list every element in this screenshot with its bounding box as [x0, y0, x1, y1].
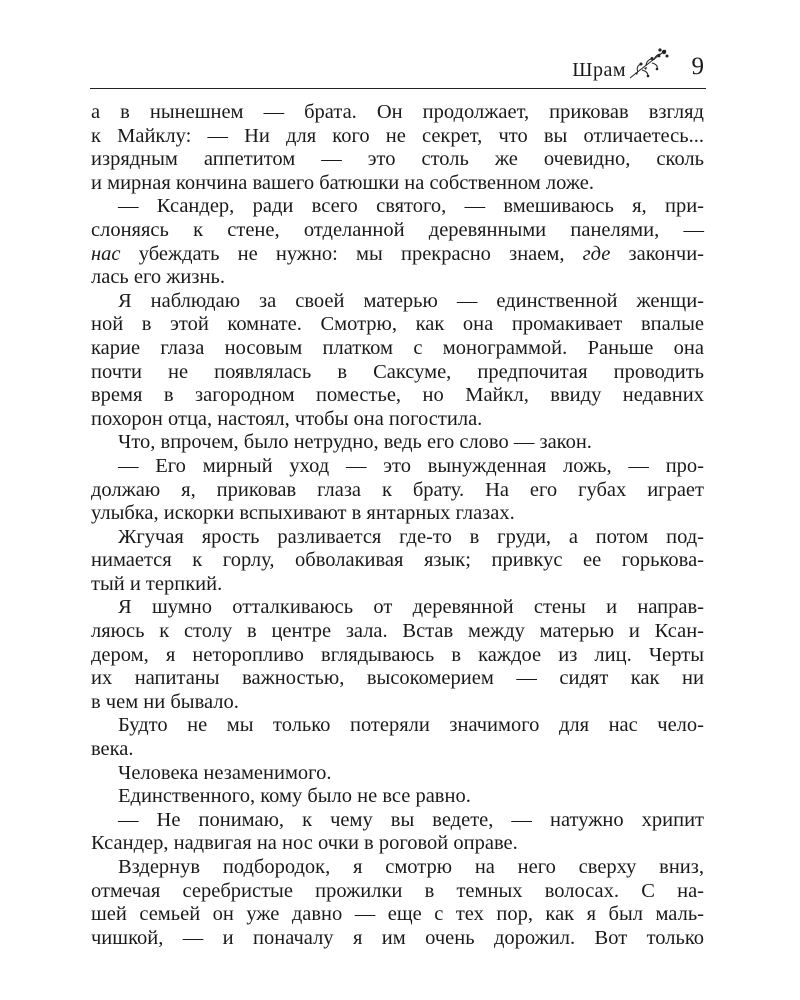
text-line: отмечая серебристые прожилки в темных волосах. С на- — [91, 879, 704, 902]
text-line: дером, я неторопливо вглядываюсь в каждое из лиц. Черты — [91, 643, 704, 666]
text-line: улыбка, искорки вспыхивают в янтарных глазах. — [91, 502, 515, 525]
page-number: 9 — [691, 53, 704, 80]
text-line: — Ксандер, ради всего святого, — вмешиваюсь я, при- — [118, 195, 704, 218]
text-line: — Его мирный уход — это вынужденная ложь, — про- — [118, 454, 704, 477]
text-line: и мирная кончина вашего батюшки на собственном ложе. — [91, 171, 594, 194]
text-line: Ксандер, надвигая на нос очки в роговой оправе. — [91, 832, 518, 855]
italic-word: где — [582, 242, 611, 265]
text-line: слоняясь к стене, отделанной деревянными панелями, — — [91, 218, 704, 241]
text-line: Вздернув подбородок, я смотрю на него сверху вниз, — [118, 856, 704, 878]
text-line: чишкой, — и поначалу я им очень дорожил. Вот только — [91, 926, 704, 949]
running-title: Шрам — [572, 59, 626, 81]
text-span: закончи- — [610, 242, 704, 265]
text-line: в чем ни бывало. — [91, 690, 239, 713]
text-line: Что, впрочем, было нетрудно, ведь его слово — закон. — [118, 431, 592, 454]
text-line: — Не понимаю, к чему вы ведете, — натужно хрипит — [118, 808, 704, 831]
text-line: тый и терпкий. — [91, 572, 223, 595]
text-line: почти не появлялась в Саксуме, предпочитая проводить — [91, 360, 704, 383]
text-line: Я шумно отталкиваюсь от деревянной стены и направ- — [118, 596, 704, 619]
page-header — [90, 46, 706, 89]
text-line: Единственного, кому было не все равно. — [118, 785, 471, 808]
italic-word: нас — [91, 242, 121, 265]
text-line: карие глаза носовым платком с монограммой. Раньше она — [91, 336, 704, 359]
text-line: ляюсь к столу в центре зала. Встав между матерью и Ксан- — [91, 620, 704, 643]
text-line: должаю я, приковав глаза к брату. На его губах играет — [91, 478, 704, 501]
body-text — [91, 101, 704, 950]
text-line: шей семьей он уже давно — еще с тех пор, как я был маль- — [91, 903, 704, 926]
text-line: Будто не мы только потеряли значимого для нас чело- — [118, 714, 704, 737]
flower-sprig-ornament-icon — [626, 46, 670, 80]
text-line: к Майклу: — Ни для кого не секрет, что вы отличаетесь... — [91, 124, 704, 147]
text-line: изрядным аппетитом — это столь же очевидно, сколь — [91, 148, 704, 171]
text-line: Жгучая ярость разливается где-то в груди, а потом под- — [118, 525, 704, 548]
text-line: ной в этой комнате. Смотрю, как она промакивает впалые — [91, 313, 704, 336]
text-line: лась его жизнь. — [91, 266, 225, 289]
text-line: нимается к горлу, обволакивая язык; привкус ее горькова- — [91, 549, 704, 572]
text-line: время в загородном поместье, но Майкл, ввиду недавних — [91, 384, 704, 407]
text-line — [91, 243, 704, 267]
text-line: похорон отца, настоял, чтобы она погостила. — [91, 407, 483, 430]
text-line: их напитаны важностью, высокомерием — сидят как ни — [91, 667, 704, 690]
text-line: века. — [91, 738, 134, 761]
text-span: убеждать не нужно: мы прекрасно знаем, — [120, 242, 583, 265]
text-line: а в нынешнем — брата. Он продолжает, приковав взгляд — [91, 101, 704, 123]
text-line: Я наблюдаю за своей матерью — единственной женщи- — [118, 289, 704, 312]
text-line: Человека незаменимого. — [118, 761, 332, 784]
